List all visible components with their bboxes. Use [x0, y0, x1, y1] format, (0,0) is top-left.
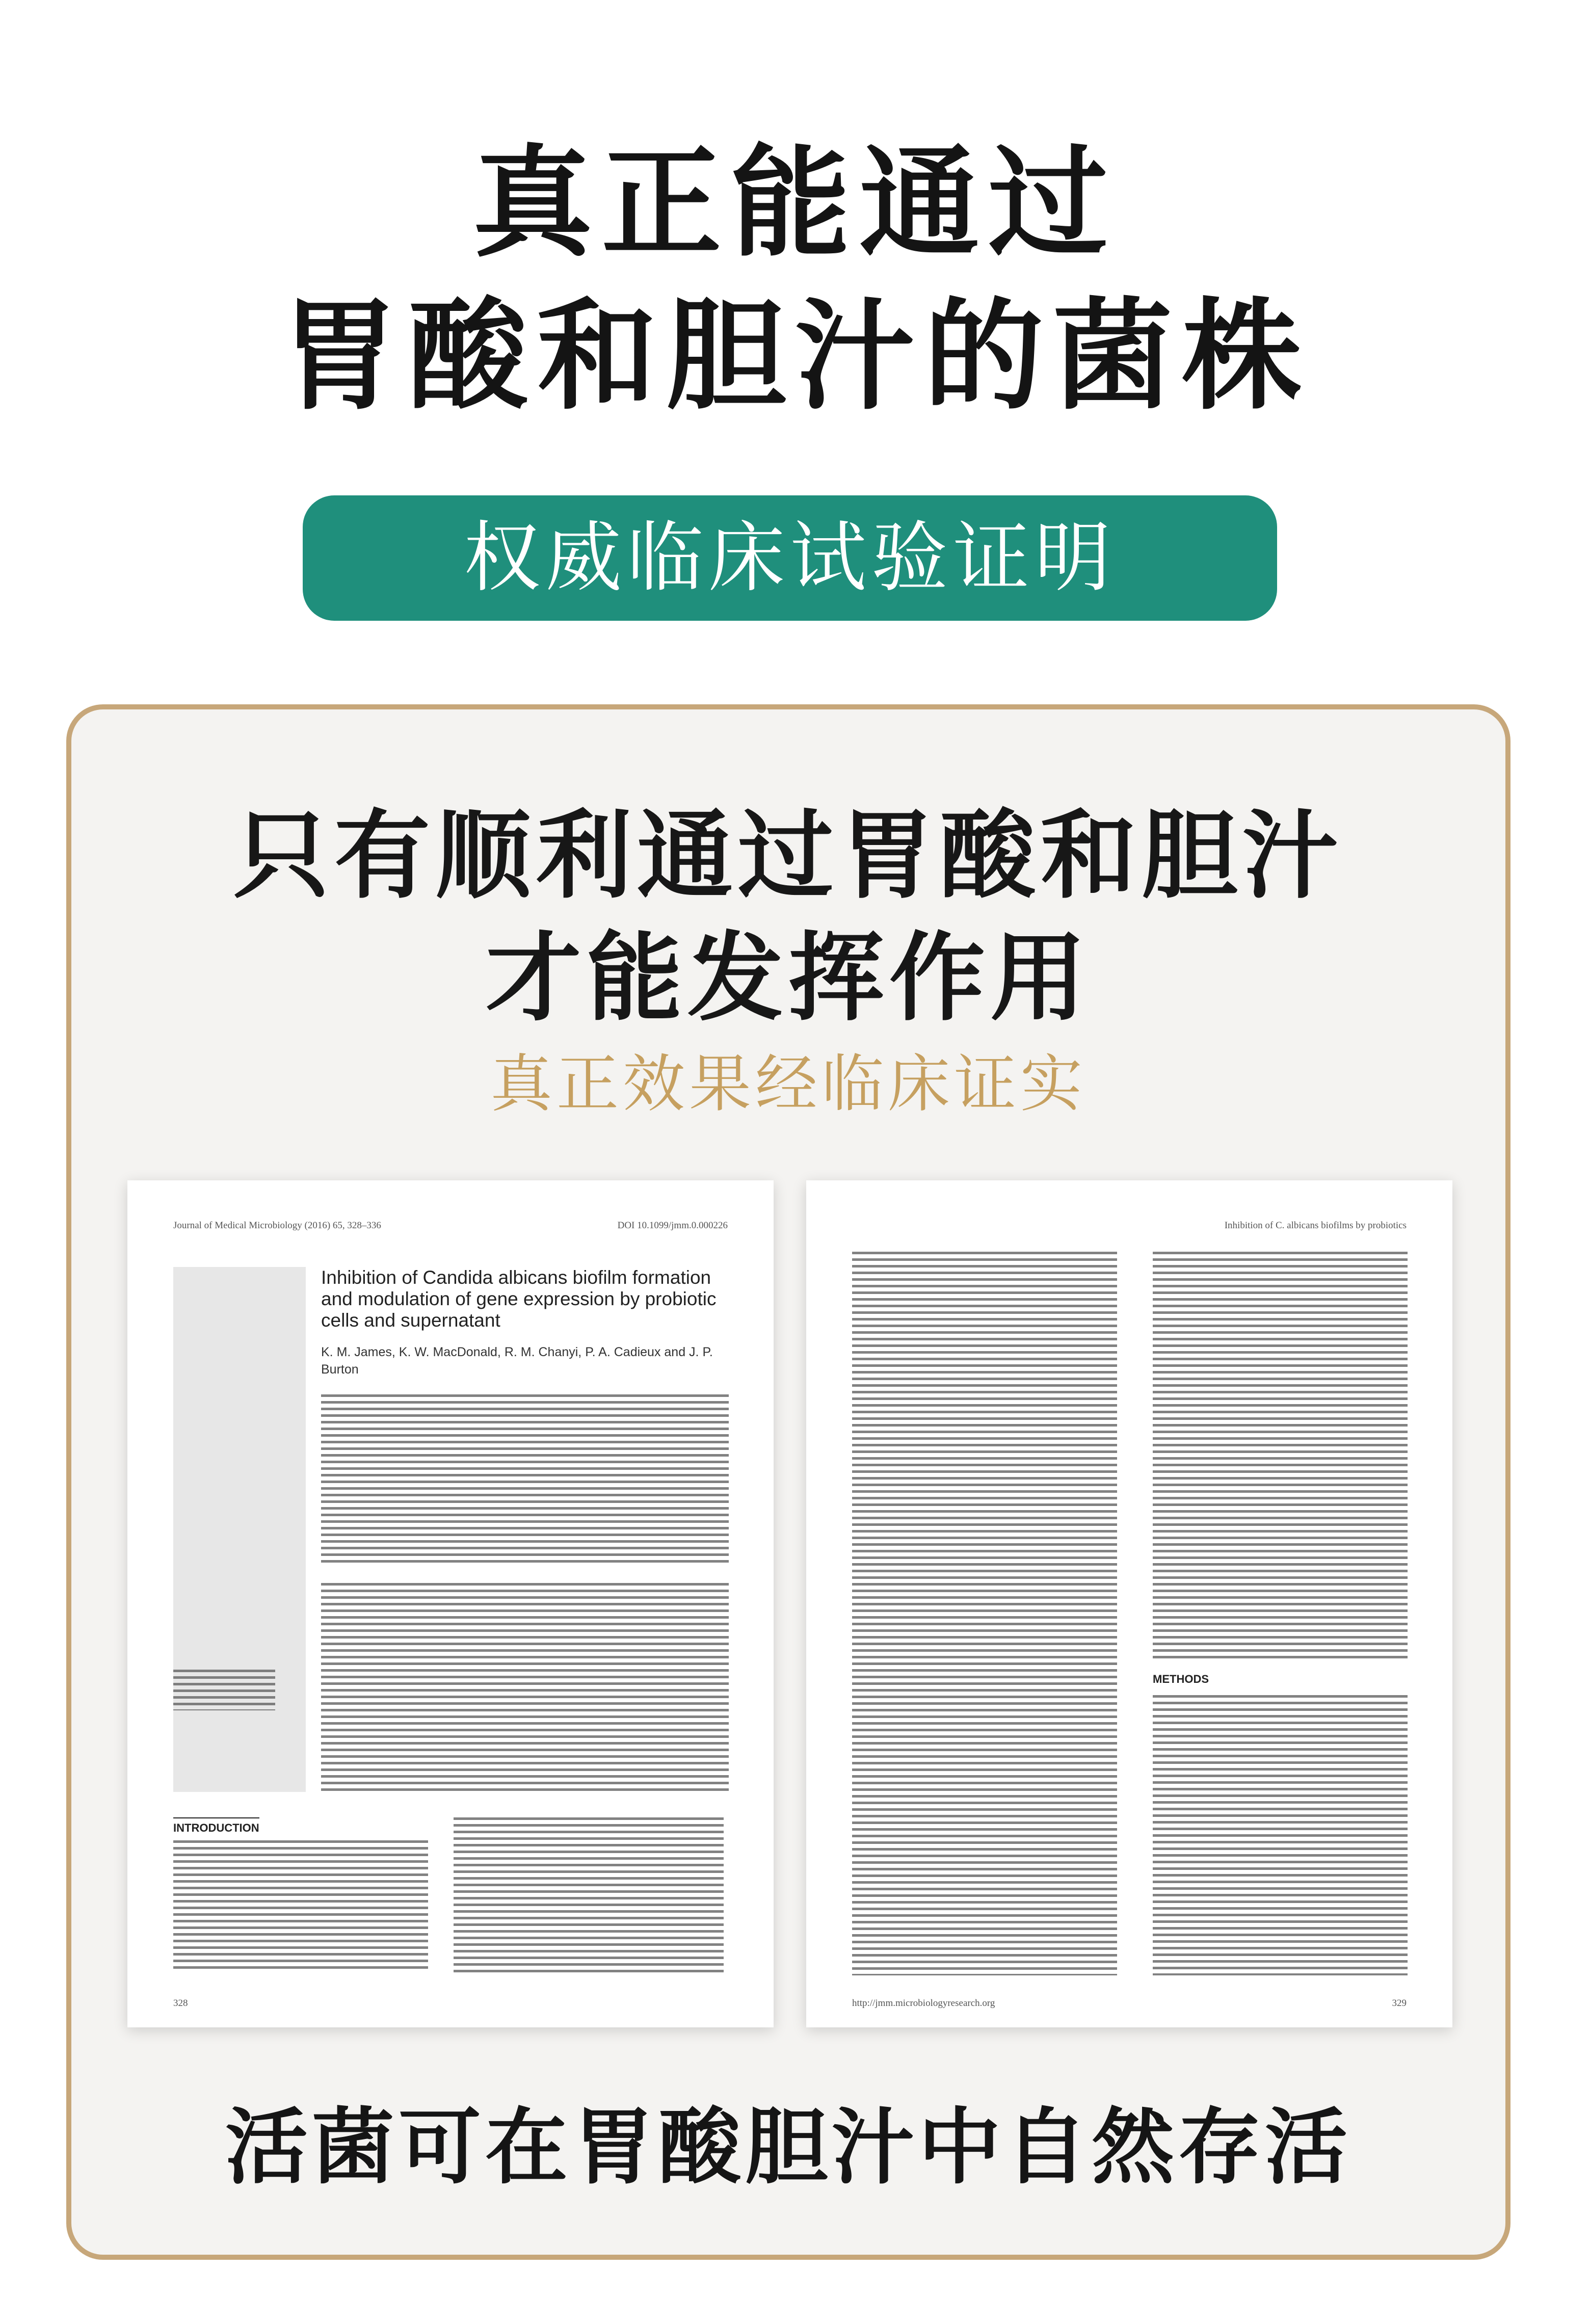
- intro-text-col-1: [173, 1840, 428, 1973]
- body-text-col-1: [852, 1252, 1117, 1975]
- affiliations-text: [321, 1394, 729, 1563]
- page-headline: [0, 127, 1590, 433]
- page-number-left: 328: [173, 1998, 188, 2009]
- paper-doi: DOI 10.1099/jmm.0.000226: [617, 1220, 728, 1231]
- journal-citation: Journal of Medical Microbiology (2016) 65, 328–336: [173, 1220, 381, 1231]
- abstract-text: [321, 1583, 729, 1792]
- clinical-proof-badge: 权威临床试验证明: [303, 495, 1277, 621]
- paper-page-left: [127, 1180, 774, 2027]
- headline-line-2: 胃酸和胆汁的菌株: [279, 287, 1311, 426]
- paper-sidebar: [173, 1267, 306, 1792]
- headline-line-1: 真正能通过: [472, 134, 1118, 273]
- card-title: [71, 795, 1505, 1040]
- clinical-evidence-card: [66, 704, 1510, 2260]
- paper-authors: K. M. James, K. W. MacDonald, R. M. Chanyi, P. A. Cadieux and J. P. Burton: [321, 1345, 713, 1377]
- card-title-line-2: 才能发挥作用: [486, 922, 1091, 1034]
- journal-url: http://jmm.microbiologyresearch.org: [852, 1998, 995, 2009]
- intro-text-col-2: [454, 1817, 724, 1973]
- paper-title: Inhibition of Candida albicans biofilm formation and modulation of gene expression by probiotic cells and supernatant: [321, 1267, 717, 1331]
- methods-heading: METHODS: [1153, 1673, 1209, 1685]
- body-text-col-2: [1153, 1252, 1408, 1659]
- introduction-heading: INTRODUCTION: [173, 1817, 259, 1835]
- correspondence-text: [173, 1670, 275, 1710]
- card-subtitle: 真正效果经临床证实: [490, 1048, 1086, 1120]
- running-head: Inhibition of C. albicans biofilms by probiotics: [1224, 1220, 1407, 1231]
- paper-page-right: [806, 1180, 1452, 2027]
- methods-text: [1153, 1695, 1408, 1975]
- bottom-caption: 活菌可在胃酸胆汁中自然存活: [225, 2100, 1352, 2196]
- page-number-right: 329: [1392, 1998, 1407, 2009]
- card-title-line-1: 只有顺利通过胃酸和胆汁: [233, 800, 1343, 912]
